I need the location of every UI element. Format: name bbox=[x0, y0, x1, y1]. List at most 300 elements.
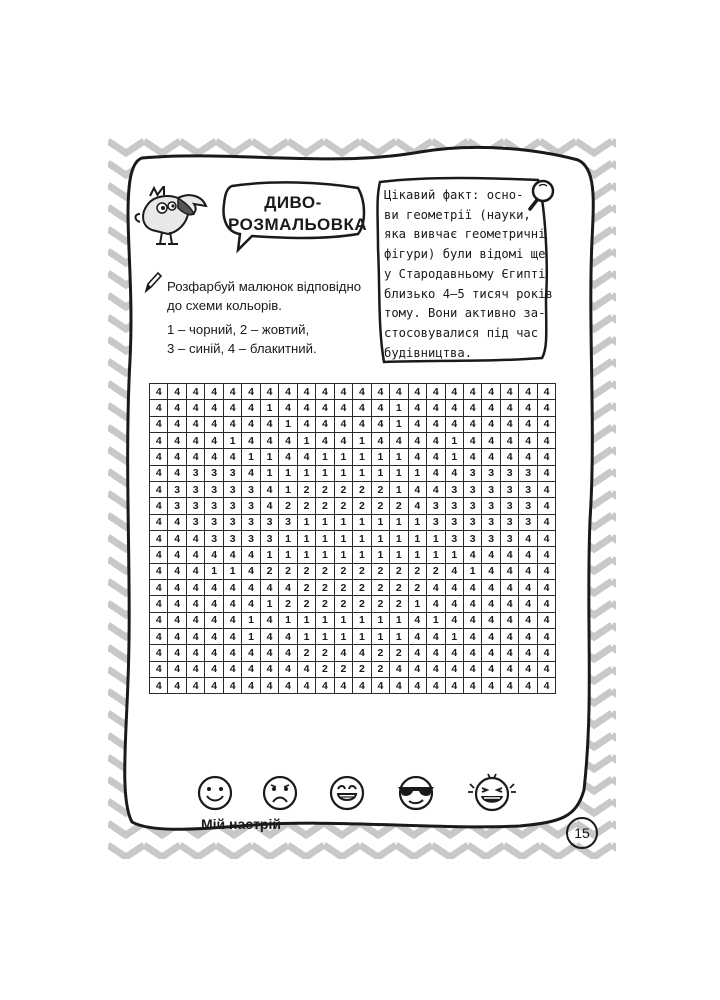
grid-cell[interactable]: 2 bbox=[297, 645, 315, 661]
grid-cell[interactable]: 4 bbox=[537, 530, 555, 546]
grid-cell[interactable]: 3 bbox=[482, 465, 500, 481]
grid-cell[interactable]: 1 bbox=[371, 449, 389, 465]
grid-cell[interactable]: 4 bbox=[500, 416, 518, 432]
grid-cell[interactable]: 4 bbox=[279, 677, 297, 693]
grid-cell[interactable]: 4 bbox=[445, 677, 463, 693]
grid-cell[interactable]: 4 bbox=[150, 530, 168, 546]
grid-cell[interactable]: 4 bbox=[463, 628, 481, 644]
grid-cell[interactable]: 2 bbox=[371, 645, 389, 661]
grid-cell[interactable]: 1 bbox=[408, 530, 426, 546]
grid-cell[interactable]: 4 bbox=[205, 547, 223, 563]
grid-cell[interactable]: 4 bbox=[408, 661, 426, 677]
grid-cell[interactable]: 2 bbox=[334, 498, 352, 514]
grid-cell[interactable]: 4 bbox=[427, 384, 445, 400]
grid-cell[interactable]: 4 bbox=[242, 596, 260, 612]
grid-cell[interactable]: 4 bbox=[500, 400, 518, 416]
grid-cell[interactable]: 4 bbox=[519, 612, 537, 628]
grid-cell[interactable]: 2 bbox=[371, 596, 389, 612]
grid-cell[interactable]: 4 bbox=[168, 596, 186, 612]
grid-cell[interactable]: 4 bbox=[482, 677, 500, 693]
grid-cell[interactable]: 4 bbox=[445, 661, 463, 677]
grid-cell[interactable]: 4 bbox=[500, 628, 518, 644]
grid-cell[interactable]: 1 bbox=[427, 547, 445, 563]
grid-cell[interactable]: 1 bbox=[445, 628, 463, 644]
grid-cell[interactable]: 4 bbox=[150, 432, 168, 448]
grid-cell[interactable]: 1 bbox=[316, 628, 334, 644]
grid-cell[interactable]: 4 bbox=[537, 416, 555, 432]
grid-cell[interactable]: 4 bbox=[519, 384, 537, 400]
grid-cell[interactable]: 4 bbox=[186, 547, 204, 563]
grid-cell[interactable]: 3 bbox=[445, 498, 463, 514]
grid-cell[interactable]: 4 bbox=[186, 432, 204, 448]
grid-cell[interactable]: 4 bbox=[168, 563, 186, 579]
grid-cell[interactable]: 4 bbox=[168, 449, 186, 465]
grid-cell[interactable]: 2 bbox=[279, 596, 297, 612]
grid-cell[interactable]: 1 bbox=[316, 449, 334, 465]
grid-cell[interactable]: 1 bbox=[316, 547, 334, 563]
grid-cell[interactable]: 1 bbox=[316, 612, 334, 628]
grid-cell[interactable]: 4 bbox=[519, 563, 537, 579]
grid-cell[interactable]: 4 bbox=[482, 449, 500, 465]
grid-cell[interactable]: 2 bbox=[334, 563, 352, 579]
grid-cell[interactable]: 4 bbox=[390, 384, 408, 400]
grid-cell[interactable]: 3 bbox=[242, 514, 260, 530]
grid-cell[interactable]: 1 bbox=[316, 530, 334, 546]
grid-cell[interactable]: 4 bbox=[537, 384, 555, 400]
grid-cell[interactable]: 4 bbox=[537, 628, 555, 644]
grid-cell[interactable]: 1 bbox=[408, 547, 426, 563]
grid-cell[interactable]: 3 bbox=[186, 498, 204, 514]
grid-cell[interactable]: 1 bbox=[223, 432, 241, 448]
grid-cell[interactable]: 4 bbox=[168, 661, 186, 677]
grid-cell[interactable]: 4 bbox=[482, 645, 500, 661]
grid-cell[interactable]: 1 bbox=[371, 465, 389, 481]
grid-cell[interactable]: 4 bbox=[537, 481, 555, 497]
grid-cell[interactable]: 3 bbox=[482, 514, 500, 530]
grid-cell[interactable]: 2 bbox=[316, 563, 334, 579]
grid-cell[interactable]: 3 bbox=[205, 481, 223, 497]
grid-cell[interactable]: 3 bbox=[500, 498, 518, 514]
grid-cell[interactable]: 4 bbox=[186, 449, 204, 465]
grid-cell[interactable]: 3 bbox=[223, 465, 241, 481]
grid-cell[interactable]: 1 bbox=[279, 481, 297, 497]
grid-cell[interactable]: 4 bbox=[186, 579, 204, 595]
grid-cell[interactable]: 4 bbox=[168, 677, 186, 693]
grid-cell[interactable]: 1 bbox=[334, 547, 352, 563]
grid-cell[interactable]: 4 bbox=[186, 628, 204, 644]
grid-cell[interactable]: 3 bbox=[463, 530, 481, 546]
grid-cell[interactable]: 4 bbox=[150, 449, 168, 465]
grid-cell[interactable]: 4 bbox=[223, 596, 241, 612]
grid-cell[interactable]: 4 bbox=[297, 661, 315, 677]
grid-cell[interactable]: 4 bbox=[500, 661, 518, 677]
grid-cell[interactable]: 4 bbox=[427, 400, 445, 416]
grid-cell[interactable]: 4 bbox=[186, 416, 204, 432]
grid-cell[interactable]: 4 bbox=[519, 645, 537, 661]
grid-cell[interactable]: 3 bbox=[242, 481, 260, 497]
grid-cell[interactable]: 4 bbox=[445, 400, 463, 416]
grid-cell[interactable]: 4 bbox=[353, 416, 371, 432]
grid-cell[interactable]: 1 bbox=[390, 628, 408, 644]
grid-cell[interactable]: 2 bbox=[316, 596, 334, 612]
grid-cell[interactable]: 1 bbox=[463, 563, 481, 579]
grid-cell[interactable]: 4 bbox=[334, 432, 352, 448]
grid-cell[interactable]: 2 bbox=[371, 498, 389, 514]
grid-cell[interactable]: 4 bbox=[150, 661, 168, 677]
grid-cell[interactable]: 4 bbox=[463, 579, 481, 595]
grid-cell[interactable]: 1 bbox=[279, 547, 297, 563]
grid-cell[interactable]: 4 bbox=[168, 628, 186, 644]
grid-cell[interactable]: 3 bbox=[500, 530, 518, 546]
grid-cell[interactable]: 4 bbox=[537, 449, 555, 465]
grid-cell[interactable]: 4 bbox=[223, 579, 241, 595]
grid-cell[interactable]: 4 bbox=[408, 612, 426, 628]
grid-cell[interactable]: 2 bbox=[297, 579, 315, 595]
grid-cell[interactable]: 3 bbox=[427, 514, 445, 530]
grid-cell[interactable]: 4 bbox=[186, 596, 204, 612]
grid-cell[interactable]: 1 bbox=[390, 416, 408, 432]
grid-cell[interactable]: 4 bbox=[260, 579, 278, 595]
grid-cell[interactable]: 4 bbox=[445, 563, 463, 579]
grid-cell[interactable]: 4 bbox=[150, 677, 168, 693]
grid-cell[interactable]: 4 bbox=[537, 400, 555, 416]
grid-cell[interactable]: 4 bbox=[168, 579, 186, 595]
grid-cell[interactable]: 4 bbox=[260, 628, 278, 644]
grid-cell[interactable]: 4 bbox=[353, 384, 371, 400]
grid-cell[interactable]: 4 bbox=[316, 384, 334, 400]
grid-cell[interactable]: 4 bbox=[205, 449, 223, 465]
grid-cell[interactable]: 4 bbox=[482, 563, 500, 579]
cool-sunglasses-emoji-icon[interactable] bbox=[395, 774, 437, 812]
grid-cell[interactable]: 4 bbox=[519, 530, 537, 546]
grid-cell[interactable]: 4 bbox=[205, 416, 223, 432]
grid-cell[interactable]: 4 bbox=[334, 416, 352, 432]
grid-cell[interactable]: 4 bbox=[537, 596, 555, 612]
grid-cell[interactable]: 4 bbox=[168, 384, 186, 400]
grid-cell[interactable]: 4 bbox=[537, 612, 555, 628]
grid-cell[interactable]: 4 bbox=[279, 645, 297, 661]
grid-cell[interactable]: 4 bbox=[371, 384, 389, 400]
grid-cell[interactable]: 4 bbox=[168, 612, 186, 628]
grid-cell[interactable]: 4 bbox=[279, 628, 297, 644]
grid-cell[interactable]: 4 bbox=[408, 400, 426, 416]
grid-cell[interactable]: 1 bbox=[260, 449, 278, 465]
grid-cell[interactable]: 4 bbox=[408, 677, 426, 693]
grid-cell[interactable]: 3 bbox=[186, 514, 204, 530]
grid-cell[interactable]: 4 bbox=[500, 547, 518, 563]
grid-cell[interactable]: 3 bbox=[445, 530, 463, 546]
grid-cell[interactable]: 4 bbox=[150, 465, 168, 481]
grid-cell[interactable]: 2 bbox=[316, 661, 334, 677]
grid-cell[interactable]: 2 bbox=[353, 661, 371, 677]
grid-cell[interactable]: 4 bbox=[463, 432, 481, 448]
grid-cell[interactable]: 4 bbox=[427, 596, 445, 612]
grid-cell[interactable]: 4 bbox=[242, 645, 260, 661]
grid-cell[interactable]: 4 bbox=[482, 628, 500, 644]
grid-cell[interactable]: 1 bbox=[297, 612, 315, 628]
grid-cell[interactable]: 3 bbox=[500, 514, 518, 530]
grid-cell[interactable]: 1 bbox=[353, 449, 371, 465]
grid-cell[interactable]: 1 bbox=[242, 612, 260, 628]
grid-cell[interactable]: 4 bbox=[150, 547, 168, 563]
grid-cell[interactable]: 4 bbox=[223, 416, 241, 432]
grid-cell[interactable]: 4 bbox=[537, 514, 555, 530]
grid-cell[interactable]: 4 bbox=[371, 416, 389, 432]
grid-cell[interactable]: 4 bbox=[168, 514, 186, 530]
grid-cell[interactable]: 4 bbox=[242, 661, 260, 677]
grid-cell[interactable]: 2 bbox=[316, 481, 334, 497]
grid-cell[interactable]: 4 bbox=[242, 465, 260, 481]
grid-cell[interactable]: 1 bbox=[334, 465, 352, 481]
grid-cell[interactable]: 1 bbox=[390, 481, 408, 497]
grid-cell[interactable]: 2 bbox=[334, 661, 352, 677]
grid-cell[interactable]: 2 bbox=[297, 498, 315, 514]
grid-cell[interactable]: 1 bbox=[353, 530, 371, 546]
grid-cell[interactable]: 4 bbox=[223, 645, 241, 661]
grid-cell[interactable]: 4 bbox=[482, 661, 500, 677]
grid-cell[interactable]: 4 bbox=[205, 645, 223, 661]
grid-cell[interactable]: 4 bbox=[205, 384, 223, 400]
grid-cell[interactable]: 4 bbox=[205, 400, 223, 416]
grid-cell[interactable]: 4 bbox=[482, 579, 500, 595]
grid-cell[interactable]: 4 bbox=[482, 596, 500, 612]
grin-emoji-icon[interactable] bbox=[328, 774, 366, 812]
grid-cell[interactable]: 1 bbox=[334, 449, 352, 465]
grid-cell[interactable]: 4 bbox=[150, 384, 168, 400]
grid-cell[interactable]: 4 bbox=[150, 498, 168, 514]
grid-cell[interactable]: 4 bbox=[537, 645, 555, 661]
grid-cell[interactable]: 4 bbox=[537, 579, 555, 595]
grid-cell[interactable]: 4 bbox=[537, 661, 555, 677]
grid-cell[interactable]: 3 bbox=[463, 481, 481, 497]
grid-cell[interactable]: 4 bbox=[168, 416, 186, 432]
grid-cell[interactable]: 4 bbox=[186, 563, 204, 579]
grid-cell[interactable]: 4 bbox=[242, 384, 260, 400]
grid-cell[interactable]: 1 bbox=[390, 449, 408, 465]
grid-cell[interactable]: 4 bbox=[242, 400, 260, 416]
grid-cell[interactable]: 4 bbox=[463, 661, 481, 677]
grid-cell[interactable]: 1 bbox=[408, 514, 426, 530]
grid-cell[interactable]: 4 bbox=[260, 481, 278, 497]
grid-cell[interactable]: 1 bbox=[390, 514, 408, 530]
grid-cell[interactable]: 4 bbox=[223, 400, 241, 416]
grid-cell[interactable]: 4 bbox=[482, 432, 500, 448]
grid-cell[interactable]: 4 bbox=[427, 416, 445, 432]
grid-cell[interactable]: 4 bbox=[482, 416, 500, 432]
grid-cell[interactable]: 4 bbox=[427, 677, 445, 693]
grid-cell[interactable]: 4 bbox=[463, 416, 481, 432]
grid-cell[interactable]: 4 bbox=[390, 677, 408, 693]
grid-cell[interactable]: 3 bbox=[500, 465, 518, 481]
grid-cell[interactable]: 4 bbox=[205, 677, 223, 693]
grid-cell[interactable]: 4 bbox=[427, 628, 445, 644]
grid-cell[interactable]: 1 bbox=[371, 530, 389, 546]
grid-cell[interactable]: 4 bbox=[537, 498, 555, 514]
grid-cell[interactable]: 4 bbox=[519, 400, 537, 416]
grid-cell[interactable]: 3 bbox=[242, 530, 260, 546]
grid-cell[interactable]: 4 bbox=[500, 645, 518, 661]
grid-cell[interactable]: 4 bbox=[279, 661, 297, 677]
grid-cell[interactable]: 1 bbox=[297, 514, 315, 530]
grid-cell[interactable]: 4 bbox=[316, 416, 334, 432]
grid-cell[interactable]: 4 bbox=[168, 547, 186, 563]
grid-cell[interactable]: 3 bbox=[223, 498, 241, 514]
grid-cell[interactable]: 1 bbox=[260, 547, 278, 563]
grid-cell[interactable]: 2 bbox=[334, 481, 352, 497]
grid-cell[interactable]: 3 bbox=[519, 498, 537, 514]
grid-cell[interactable]: 4 bbox=[519, 432, 537, 448]
grid-cell[interactable]: 4 bbox=[205, 596, 223, 612]
grid-cell[interactable]: 2 bbox=[353, 498, 371, 514]
grid-cell[interactable]: 1 bbox=[371, 628, 389, 644]
grid-cell[interactable]: 1 bbox=[371, 514, 389, 530]
grid-cell[interactable]: 2 bbox=[371, 579, 389, 595]
grid-cell[interactable]: 3 bbox=[260, 530, 278, 546]
grid-cell[interactable]: 2 bbox=[260, 563, 278, 579]
grid-cell[interactable]: 4 bbox=[463, 596, 481, 612]
grid-cell[interactable]: 4 bbox=[168, 465, 186, 481]
grid-cell[interactable]: 4 bbox=[500, 579, 518, 595]
grid-cell[interactable]: 4 bbox=[500, 432, 518, 448]
grid-cell[interactable]: 2 bbox=[390, 579, 408, 595]
grid-cell[interactable]: 4 bbox=[279, 579, 297, 595]
grid-cell[interactable]: 3 bbox=[260, 514, 278, 530]
grid-cell[interactable]: 3 bbox=[519, 481, 537, 497]
grid-cell[interactable]: 2 bbox=[408, 563, 426, 579]
grid-cell[interactable]: 1 bbox=[297, 432, 315, 448]
grid-cell[interactable]: 4 bbox=[463, 645, 481, 661]
grid-cell[interactable]: 3 bbox=[445, 514, 463, 530]
grid-cell[interactable]: 4 bbox=[186, 400, 204, 416]
grid-cell[interactable]: 3 bbox=[205, 514, 223, 530]
grid-cell[interactable]: 2 bbox=[316, 645, 334, 661]
grid-cell[interactable]: 4 bbox=[316, 400, 334, 416]
grid-cell[interactable]: 4 bbox=[371, 677, 389, 693]
grid-cell[interactable]: 4 bbox=[186, 384, 204, 400]
grid-cell[interactable]: 4 bbox=[168, 400, 186, 416]
grid-cell[interactable]: 1 bbox=[316, 514, 334, 530]
grid-cell[interactable]: 4 bbox=[390, 661, 408, 677]
grid-cell[interactable]: 4 bbox=[463, 384, 481, 400]
grid-cell[interactable]: 4 bbox=[519, 677, 537, 693]
grid-cell[interactable]: 4 bbox=[482, 400, 500, 416]
grid-cell[interactable]: 4 bbox=[297, 677, 315, 693]
grid-cell[interactable]: 4 bbox=[519, 547, 537, 563]
grid-cell[interactable]: 4 bbox=[334, 384, 352, 400]
grid-cell[interactable]: 1 bbox=[408, 465, 426, 481]
grid-cell[interactable]: 4 bbox=[186, 661, 204, 677]
grid-cell[interactable]: 4 bbox=[242, 416, 260, 432]
grid-cell[interactable]: 1 bbox=[297, 628, 315, 644]
grid-cell[interactable]: 4 bbox=[519, 628, 537, 644]
grid-cell[interactable]: 1 bbox=[334, 514, 352, 530]
grid-cell[interactable]: 3 bbox=[279, 514, 297, 530]
grid-cell[interactable]: 3 bbox=[463, 498, 481, 514]
grid-cell[interactable]: 4 bbox=[445, 384, 463, 400]
grid-cell[interactable]: 1 bbox=[260, 465, 278, 481]
grid-cell[interactable]: 4 bbox=[353, 645, 371, 661]
grid-cell[interactable]: 1 bbox=[390, 612, 408, 628]
grid-cell[interactable]: 2 bbox=[390, 563, 408, 579]
grid-cell[interactable]: 4 bbox=[353, 400, 371, 416]
grid-cell[interactable]: 4 bbox=[463, 449, 481, 465]
grid-cell[interactable]: 4 bbox=[297, 416, 315, 432]
grid-cell[interactable]: 4 bbox=[150, 628, 168, 644]
grid-cell[interactable]: 3 bbox=[205, 465, 223, 481]
grid-cell[interactable]: 4 bbox=[408, 416, 426, 432]
grid-cell[interactable]: 4 bbox=[408, 481, 426, 497]
grid-cell[interactable]: 4 bbox=[279, 432, 297, 448]
grid-cell[interactable]: 3 bbox=[500, 481, 518, 497]
grid-cell[interactable]: 4 bbox=[445, 596, 463, 612]
grid-cell[interactable]: 1 bbox=[260, 596, 278, 612]
grid-cell[interactable]: 4 bbox=[297, 449, 315, 465]
grid-cell[interactable]: 1 bbox=[316, 465, 334, 481]
grid-cell[interactable]: 4 bbox=[150, 514, 168, 530]
grid-cell[interactable]: 4 bbox=[223, 628, 241, 644]
grid-cell[interactable]: 4 bbox=[427, 449, 445, 465]
grid-cell[interactable]: 1 bbox=[445, 547, 463, 563]
grid-cell[interactable]: 4 bbox=[519, 416, 537, 432]
grid-cell[interactable]: 4 bbox=[427, 579, 445, 595]
grid-cell[interactable]: 2 bbox=[316, 498, 334, 514]
sad-emoji-icon[interactable] bbox=[261, 774, 299, 812]
grid-cell[interactable]: 3 bbox=[482, 481, 500, 497]
grid-cell[interactable]: 4 bbox=[408, 498, 426, 514]
grid-cell[interactable]: 1 bbox=[445, 432, 463, 448]
grid-cell[interactable]: 2 bbox=[371, 481, 389, 497]
grid-cell[interactable]: 2 bbox=[297, 563, 315, 579]
grid-cell[interactable]: 4 bbox=[150, 563, 168, 579]
grid-cell[interactable]: 4 bbox=[150, 416, 168, 432]
grid-cell[interactable]: 4 bbox=[463, 547, 481, 563]
grid-cell[interactable]: 2 bbox=[279, 498, 297, 514]
grid-cell[interactable]: 4 bbox=[463, 400, 481, 416]
grid-cell[interactable]: 1 bbox=[371, 612, 389, 628]
grid-cell[interactable]: 4 bbox=[168, 645, 186, 661]
grid-cell[interactable]: 4 bbox=[242, 547, 260, 563]
grid-cell[interactable]: 2 bbox=[390, 596, 408, 612]
grid-cell[interactable]: 2 bbox=[390, 498, 408, 514]
grid-cell[interactable]: 4 bbox=[371, 400, 389, 416]
grid-cell[interactable]: 3 bbox=[463, 465, 481, 481]
grid-cell[interactable]: 1 bbox=[427, 612, 445, 628]
grid-cell[interactable]: 1 bbox=[371, 547, 389, 563]
grid-cell[interactable]: 4 bbox=[260, 661, 278, 677]
grid-cell[interactable]: 1 bbox=[353, 514, 371, 530]
grid-cell[interactable]: 1 bbox=[334, 530, 352, 546]
grid-cell[interactable]: 4 bbox=[445, 465, 463, 481]
grid-cell[interactable]: 3 bbox=[186, 465, 204, 481]
grid-cell[interactable]: 1 bbox=[390, 547, 408, 563]
grid-cell[interactable]: 4 bbox=[260, 498, 278, 514]
grid-cell[interactable]: 4 bbox=[463, 612, 481, 628]
grid-cell[interactable]: 4 bbox=[500, 612, 518, 628]
grid-cell[interactable]: 1 bbox=[279, 416, 297, 432]
grid-cell[interactable]: 3 bbox=[519, 514, 537, 530]
grid-cell[interactable]: 4 bbox=[537, 465, 555, 481]
grid-cell[interactable]: 4 bbox=[168, 530, 186, 546]
grid-cell[interactable]: 4 bbox=[150, 579, 168, 595]
grid-cell[interactable]: 1 bbox=[260, 400, 278, 416]
grid-cell[interactable]: 1 bbox=[427, 530, 445, 546]
grid-cell[interactable]: 2 bbox=[353, 563, 371, 579]
grid-cell[interactable]: 4 bbox=[371, 432, 389, 448]
grid-cell[interactable]: 4 bbox=[500, 384, 518, 400]
grid-cell[interactable]: 4 bbox=[427, 432, 445, 448]
grid-cell[interactable]: 4 bbox=[186, 645, 204, 661]
grid-cell[interactable]: 1 bbox=[242, 449, 260, 465]
